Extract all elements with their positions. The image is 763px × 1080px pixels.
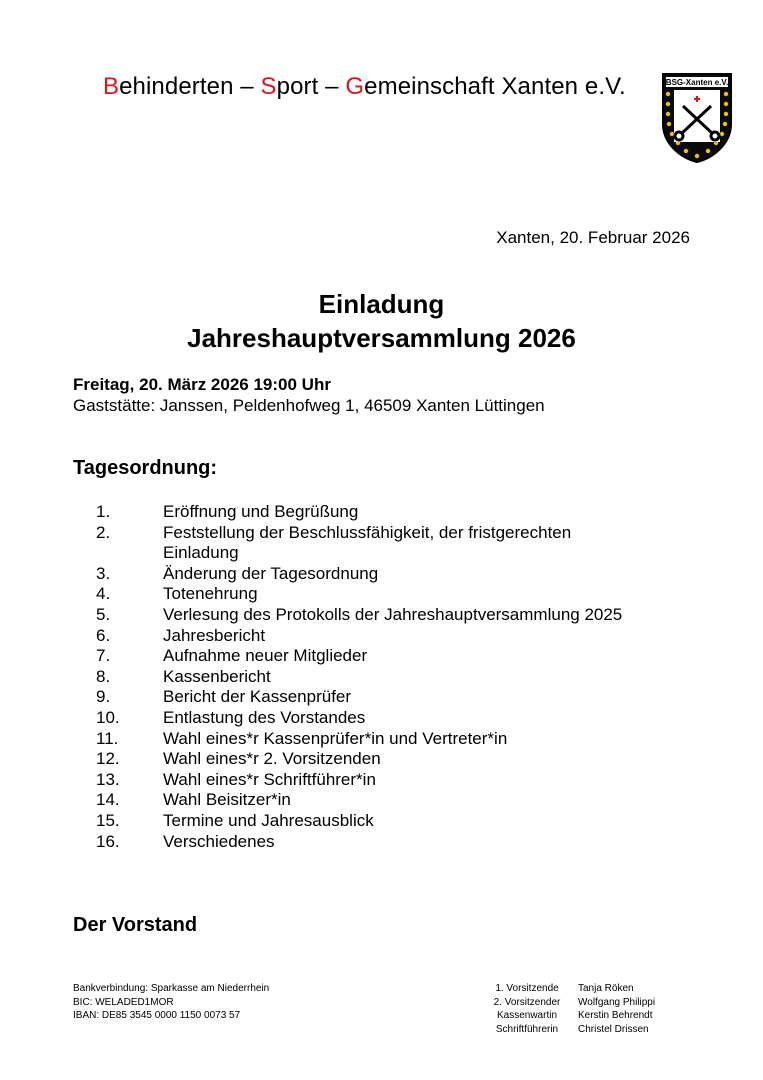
agenda-item-number: 16. bbox=[96, 831, 120, 851]
agenda-item-text bbox=[163, 564, 716, 585]
agenda-item bbox=[96, 770, 716, 791]
agenda-item-text bbox=[163, 502, 716, 523]
board-role: 2. Vorsitzender bbox=[493, 996, 561, 1008]
board-member bbox=[476, 996, 678, 1010]
agenda-item-number: 9. bbox=[96, 687, 111, 707]
agenda-item-text-line: Verschiedenes bbox=[163, 831, 275, 851]
signature: Der Vorstand bbox=[73, 914, 198, 936]
agenda-item bbox=[96, 790, 716, 811]
agenda-item-number: 11. bbox=[96, 728, 119, 748]
board-members bbox=[476, 982, 678, 1036]
meeting-datetime: Freitag, 20. März 2026 19:00 Uhr bbox=[73, 375, 331, 394]
agenda-item bbox=[96, 708, 716, 729]
document-subtitle: Jahreshauptversammlung 2026 bbox=[187, 323, 576, 353]
agenda-item-text bbox=[163, 605, 716, 626]
agenda-item-text-line: Jahresbericht bbox=[163, 625, 266, 645]
agenda-item bbox=[96, 749, 716, 770]
agenda-item-text-line: Entlastung des Vorstandes bbox=[163, 707, 366, 727]
agenda-item-text-line: Wahl eines*r Kassenprüfer*in und Vertreter*in bbox=[163, 728, 508, 748]
title-text: ehinderten – bbox=[119, 73, 261, 100]
agenda-item-text-line: Bericht der Kassenprüfer bbox=[163, 687, 352, 707]
agenda-item bbox=[96, 502, 716, 523]
title-text: port – bbox=[276, 73, 346, 100]
agenda-item-number: 5. bbox=[96, 604, 111, 624]
board-member bbox=[476, 1009, 678, 1023]
board-role: 1. Vorsitzende bbox=[495, 983, 559, 994]
agenda-item-text-line: Wahl Beisitzer*in bbox=[163, 790, 291, 810]
agenda-item-text-line: Einladung bbox=[163, 543, 239, 563]
agenda-item-number: 7. bbox=[96, 646, 111, 666]
agenda-item-text-line: Wahl eines*r 2. Vorsitzenden bbox=[163, 749, 381, 769]
agenda-item-number: 10. bbox=[96, 707, 120, 727]
agenda-item-number: 2. bbox=[96, 522, 111, 542]
agenda-item-text-line: Wahl eines*r Schriftführer*in bbox=[163, 769, 376, 789]
board-member bbox=[476, 1023, 678, 1037]
agenda-item-text bbox=[163, 790, 716, 811]
agenda-item-text bbox=[163, 687, 716, 708]
board-name: Christel Drissen bbox=[578, 1023, 649, 1035]
board-role: Schriftführerin bbox=[495, 1023, 559, 1035]
agenda-item-text-line: Verlesung des Protokolls der Jahreshauptversammlung 2025 bbox=[163, 604, 623, 624]
logo-text: BSG-Xanten e.V. bbox=[665, 78, 729, 87]
agenda-item-number: 3. bbox=[96, 563, 111, 583]
agenda-item-number: 13. bbox=[96, 769, 120, 789]
club-title bbox=[103, 73, 626, 101]
agenda-item-text-line: Termine und Jahresausblick bbox=[163, 810, 374, 830]
agenda-item bbox=[96, 605, 716, 626]
agenda-item bbox=[96, 564, 716, 585]
agenda-item bbox=[96, 811, 716, 832]
agenda-item-text bbox=[163, 832, 716, 853]
agenda-item-text bbox=[163, 646, 716, 667]
agenda-item-number: 6. bbox=[96, 625, 111, 645]
bank-name: Bankverbindung: Sparkasse am Niederrhein bbox=[73, 983, 270, 994]
agenda-item bbox=[96, 687, 716, 708]
agenda-heading: Tagesordnung: bbox=[73, 457, 218, 479]
agenda-list bbox=[96, 502, 716, 852]
agenda-item-text bbox=[163, 749, 716, 770]
agenda-item bbox=[96, 584, 716, 605]
agenda-item-text-line: Eröffnung und Begrüßung bbox=[163, 502, 359, 521]
board-member bbox=[476, 982, 678, 996]
board-name: Kerstin Behrendt bbox=[578, 1010, 653, 1021]
agenda-item-number: 8. bbox=[96, 666, 111, 686]
agenda-item-text bbox=[163, 667, 716, 688]
agenda-item-number: 4. bbox=[96, 584, 111, 604]
agenda-item bbox=[96, 832, 716, 853]
agenda-item bbox=[96, 646, 716, 667]
bank-details bbox=[73, 982, 269, 1023]
agenda-item-text bbox=[163, 626, 716, 647]
agenda-item-text bbox=[163, 729, 716, 750]
agenda-item-text-line: Kassenbericht bbox=[163, 666, 271, 686]
agenda-item-text-line: Feststellung der Beschlussfähigkeit, der fristgerechten bbox=[163, 522, 572, 542]
agenda-item-text bbox=[163, 708, 716, 729]
agenda-item bbox=[96, 523, 716, 564]
agenda-item-number: 1. bbox=[96, 502, 111, 521]
agenda-item-text bbox=[163, 523, 716, 564]
agenda-item-number: 15. bbox=[96, 810, 120, 830]
agenda-item-text bbox=[163, 584, 716, 605]
agenda-item-text-line: Aufnahme neuer Mitglieder bbox=[163, 646, 368, 666]
agenda-item bbox=[96, 626, 716, 647]
bank-bic: BIC: WELADED1MOR bbox=[73, 996, 174, 1008]
bank-iban: IBAN: DE85 3545 0000 1150 0073 57 bbox=[73, 1010, 241, 1021]
club-logo bbox=[661, 72, 733, 164]
agenda-item-number: 14. bbox=[96, 790, 120, 810]
document-title: Einladung bbox=[318, 289, 445, 319]
board-name: Wolfgang Philippi bbox=[578, 996, 656, 1008]
title-initial: S bbox=[260, 73, 277, 100]
agenda-item bbox=[96, 667, 716, 688]
title-text: emeinschaft Xanten e.V. bbox=[364, 73, 626, 100]
agenda-item bbox=[96, 729, 716, 750]
agenda-item-number: 12. bbox=[96, 749, 120, 769]
meeting-venue: Gaststätte: Janssen, Peldenhofweg 1, 46509 Xanten Lüttingen bbox=[73, 396, 545, 415]
agenda-item-text-line: Änderung der Tagesordnung bbox=[163, 563, 379, 583]
agenda-item-text bbox=[163, 811, 716, 832]
title-initial: B bbox=[103, 73, 120, 100]
board-name: Tanja Röken bbox=[578, 983, 634, 994]
agenda-item-text-line: Totenehrung bbox=[163, 584, 258, 604]
letter-date: Xanten, 20. Februar 2026 bbox=[496, 228, 690, 247]
agenda-item-text bbox=[163, 770, 716, 791]
board-role: Kassenwartin bbox=[496, 1010, 558, 1021]
title-initial: G bbox=[345, 73, 365, 100]
